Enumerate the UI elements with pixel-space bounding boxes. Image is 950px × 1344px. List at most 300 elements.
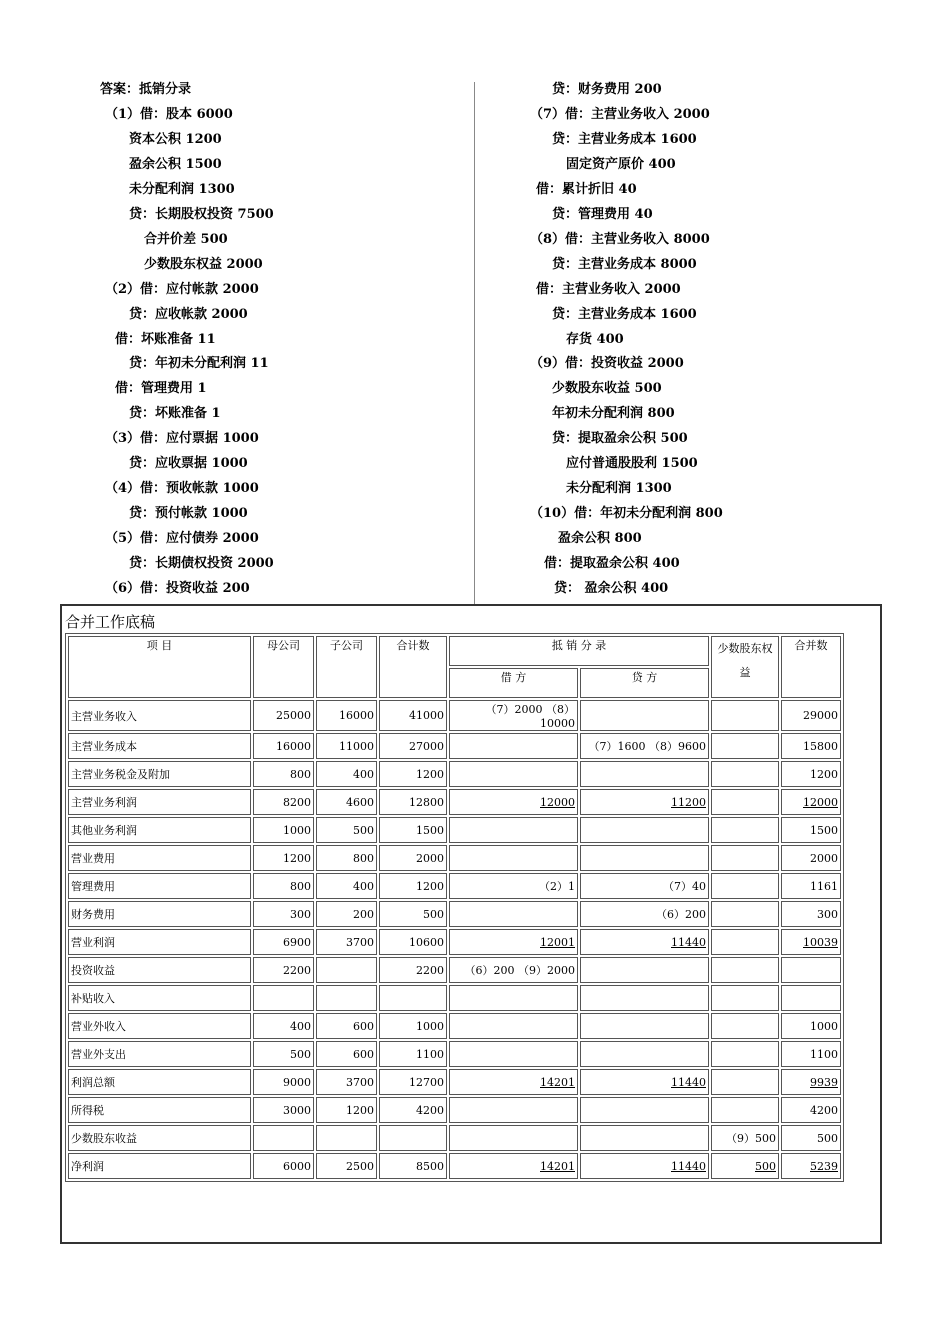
cell-consolidated (781, 761, 841, 787)
cell-credit (580, 1097, 709, 1123)
cell-credit (580, 901, 709, 927)
cell-credit-value: （6）200 (656, 908, 706, 921)
cell-consolidated-value: 29000 (803, 709, 838, 722)
cell-credit (580, 1125, 709, 1151)
cell-debit-value: 12001 (540, 935, 575, 949)
cell-parent-value: 25000 (276, 709, 311, 722)
cell-item (68, 901, 251, 927)
cell-credit (580, 985, 709, 1011)
cell-consolidated (781, 1041, 841, 1067)
cell-minority (711, 985, 779, 1011)
cell-debit (449, 789, 578, 815)
consolidation-worksheet (60, 604, 882, 1244)
right-journal-line: 借：提取盈余公积 400 (544, 556, 680, 572)
table-row (68, 700, 841, 731)
cell-credit (580, 761, 709, 787)
left-journal-line: 贷：年初未分配利润 11 (129, 356, 269, 372)
left-journal-line: 少数股东权益 2000 (144, 256, 263, 272)
cell-consolidated (781, 1125, 841, 1151)
cell-sub-value: 600 (353, 1019, 374, 1033)
cell-item-value: 主营业务成本 (71, 740, 137, 753)
cell-item-value: 补贴收入 (71, 992, 115, 1005)
cell-consolidated (781, 929, 841, 955)
cell-credit-value: 11440 (671, 1159, 706, 1173)
cell-sub (316, 761, 377, 787)
cell-sub-value: 3700 (346, 935, 374, 949)
cell-item (68, 1097, 251, 1123)
cell-total (379, 789, 447, 815)
cell-credit (580, 873, 709, 899)
cell-consolidated (781, 817, 841, 843)
cell-sub (316, 901, 377, 927)
table-row (68, 1013, 841, 1039)
cell-item (68, 1125, 251, 1151)
cell-sub-value: 16000 (339, 709, 374, 722)
table-row (68, 1069, 841, 1095)
cell-sub (316, 1013, 377, 1039)
cell-consolidated (781, 1153, 841, 1179)
cell-debit (449, 817, 578, 843)
cell-minority (711, 789, 779, 815)
right-journal-line: （7）借：主营业务收入 2000 (530, 106, 710, 122)
right-journal-line: 贷：主营业务成本 1600 (552, 306, 697, 322)
header-consolidated: 合并数 (781, 636, 841, 698)
cell-credit (580, 1069, 709, 1095)
cell-minority (711, 761, 779, 787)
cell-total-value: 1500 (416, 823, 444, 837)
cell-total-value: 2200 (416, 963, 444, 977)
left-journal-line: 贷：长期股权投资 7500 (129, 206, 274, 222)
table-row (68, 1041, 841, 1067)
cell-minority (711, 817, 779, 843)
header-total: 合计数 (379, 636, 447, 698)
cell-total (379, 901, 447, 927)
cell-debit (449, 1041, 578, 1067)
cell-total-value: 1100 (416, 1047, 444, 1061)
cell-sub-value: 3700 (346, 1075, 374, 1089)
cell-debit (449, 1013, 578, 1039)
cell-credit (580, 789, 709, 815)
cell-credit-value: 11440 (671, 935, 706, 949)
cell-total (379, 1097, 447, 1123)
cell-credit (580, 929, 709, 955)
cell-total-value: 8500 (416, 1159, 444, 1173)
cell-minority (711, 1153, 779, 1179)
left-journal-line: （6）借：投资收益 200 (105, 581, 250, 596)
cell-item (68, 817, 251, 843)
cell-debit (449, 733, 578, 759)
cell-item-value: 所得税 (71, 1104, 104, 1117)
cell-minority (711, 873, 779, 899)
cell-total (379, 817, 447, 843)
left-journal-line: （3）借：应付票据 1000 (105, 431, 259, 447)
cell-item (68, 1041, 251, 1067)
left-journal-line: 借：管理费用 1 (115, 381, 207, 397)
cell-parent (253, 1069, 314, 1095)
cell-parent-value: 500 (290, 1047, 311, 1061)
left-journal-line: （5）借：应付债券 2000 (105, 531, 259, 547)
table-row (68, 1125, 841, 1151)
cell-consolidated (781, 901, 841, 927)
cell-parent (253, 1041, 314, 1067)
cell-debit (449, 1153, 578, 1179)
left-journal-line: （4）借：预收帐款 1000 (105, 481, 259, 497)
header-elimination: 抵 销 分 录 (449, 636, 709, 666)
cell-minority (711, 845, 779, 871)
cell-item-value: 主营业务利润 (71, 796, 137, 809)
cell-sub-value: 400 (353, 767, 374, 781)
cell-credit-value: 11200 (671, 795, 706, 809)
cell-debit (449, 873, 578, 899)
cell-parent (253, 1097, 314, 1123)
cell-minority (711, 1069, 779, 1095)
right-journal-line: 贷： 盈余公积 400 (554, 581, 669, 596)
cell-item (68, 929, 251, 955)
cell-parent (253, 733, 314, 759)
left-journal-line: 贷：应收帐款 2000 (129, 306, 248, 322)
cell-parent-value: 800 (290, 879, 311, 893)
right-journal-line: 贷：主营业务成本 8000 (552, 256, 697, 272)
cell-item (68, 873, 251, 899)
cell-item-value: 投资收益 (71, 964, 115, 977)
cell-sub-value: 11000 (339, 739, 374, 753)
cell-consolidated-value: 1100 (810, 1047, 838, 1061)
right-journal-line: 贷：提取盈余公积 500 (552, 431, 688, 447)
cell-consolidated-value: 1161 (810, 879, 838, 893)
cell-sub-value: 400 (353, 879, 374, 893)
cell-consolidated-value: 4200 (810, 1103, 838, 1117)
cell-total (379, 1153, 447, 1179)
cell-total (379, 845, 447, 871)
cell-parent-value: 6000 (283, 1159, 311, 1173)
cell-consolidated (781, 789, 841, 815)
cell-credit-value: 11440 (671, 1075, 706, 1089)
cell-credit (580, 1153, 709, 1179)
cell-consolidated-value: 300 (817, 907, 838, 921)
right-journal-line: 借：累计折旧 40 (536, 181, 637, 197)
cell-item (68, 845, 251, 871)
cell-parent (253, 957, 314, 983)
left-journal-line: （1）借：股本 6000 (105, 106, 233, 122)
table-row (68, 1153, 841, 1179)
cell-debit-value: 14201 (540, 1159, 575, 1173)
cell-parent-value: 400 (290, 1019, 311, 1033)
cell-item-value: 营业外收入 (71, 1020, 126, 1033)
cell-parent (253, 1153, 314, 1179)
cell-consolidated (781, 1097, 841, 1123)
cell-minority (711, 929, 779, 955)
cell-credit (580, 1013, 709, 1039)
cell-total-value: 2000 (416, 851, 444, 865)
cell-consolidated-value: 9939 (810, 1075, 838, 1089)
cell-item (68, 733, 251, 759)
cell-sub-value: 800 (353, 851, 374, 865)
cell-parent (253, 873, 314, 899)
cell-total-value: 1200 (416, 767, 444, 781)
cell-sub (316, 845, 377, 871)
cell-debit-value: （2）1 (539, 880, 575, 893)
cell-total (379, 929, 447, 955)
cell-debit-value: 12000 (540, 795, 575, 809)
cell-debit (449, 929, 578, 955)
cell-sub (316, 957, 377, 983)
cell-sub (316, 985, 377, 1011)
cell-parent (253, 929, 314, 955)
left-journal-line: 答案：抵销分录 (100, 82, 192, 97)
right-journal-line: 盈余公积 800 (558, 531, 642, 547)
column-divider (474, 82, 475, 604)
right-journal-line: 少数股东收益 500 (552, 381, 662, 397)
cell-item (68, 1069, 251, 1095)
right-journal-line: 借：主营业务收入 2000 (536, 281, 681, 297)
table-row (68, 817, 841, 843)
cell-total-value: 41000 (409, 709, 444, 722)
cell-consolidated-value: 10039 (803, 935, 838, 949)
cell-consolidated (781, 1069, 841, 1095)
cell-item-value: 管理费用 (71, 880, 115, 893)
cell-debit-value: （6）200 （9）2000 (464, 964, 575, 977)
cell-consolidated-value: 1500 (810, 823, 838, 837)
cell-item-value: 主营业务税金及附加 (71, 768, 170, 781)
cell-consolidated (781, 845, 841, 871)
cell-total (379, 1041, 447, 1067)
header-credit: 贷 方 (580, 668, 709, 698)
cell-item-value: 主营业务收入 (71, 709, 137, 723)
table-row (68, 761, 841, 787)
cell-minority (711, 700, 779, 731)
header-minority: 少数股东权益 (711, 636, 779, 698)
table-row (68, 929, 841, 955)
left-journal-line: 贷：预付帐款 1000 (129, 506, 248, 522)
cell-total (379, 700, 447, 731)
table-row (68, 901, 841, 927)
right-journal-line: 年初未分配利润 800 (552, 406, 675, 422)
cell-sub-value: 4600 (346, 795, 374, 809)
cell-consolidated (781, 1013, 841, 1039)
cell-minority-value: 500 (755, 1159, 776, 1173)
cell-total-value: 10600 (409, 935, 444, 949)
right-journal-line: 未分配利润 1300 (566, 481, 672, 497)
cell-sub (316, 873, 377, 899)
right-journal-line: （10）借：年初未分配利润 800 (530, 506, 723, 522)
worksheet-title: 合并工作底稿 (65, 613, 156, 631)
right-journal-line: 应付普通股股利 1500 (566, 456, 698, 472)
table-row (68, 873, 841, 899)
table-row (68, 733, 841, 759)
cell-minority (711, 1041, 779, 1067)
cell-total-value: 12800 (409, 795, 444, 809)
cell-parent-value: 3000 (283, 1103, 311, 1117)
cell-sub-value: 200 (353, 907, 374, 921)
cell-total-value: 4200 (416, 1103, 444, 1117)
table-row (68, 985, 841, 1011)
cell-parent-value: 9000 (283, 1075, 311, 1089)
cell-debit-value: （7）2000 （8）10000 (485, 703, 575, 730)
cell-debit (449, 1069, 578, 1095)
cell-minority (711, 1013, 779, 1039)
cell-total-value: 12700 (409, 1075, 444, 1089)
cell-sub-value: 1200 (346, 1103, 374, 1117)
header-item: 项 目 (68, 636, 251, 698)
cell-minority (711, 957, 779, 983)
cell-item (68, 789, 251, 815)
cell-sub (316, 789, 377, 815)
cell-total (379, 873, 447, 899)
cell-parent-value: 300 (290, 907, 311, 921)
cell-debit (449, 761, 578, 787)
cell-parent (253, 817, 314, 843)
cell-sub (316, 1125, 377, 1151)
cell-total-value: 1000 (416, 1019, 444, 1033)
cell-item-value: 其他业务利润 (71, 824, 137, 837)
worksheet-table (65, 633, 844, 1182)
worksheet-body (68, 700, 841, 1179)
left-journal-line: 合并价差 500 (144, 231, 228, 247)
left-journal-line: 借：坏账准备 11 (115, 331, 216, 347)
cell-debit (449, 845, 578, 871)
cell-consolidated (781, 957, 841, 983)
cell-minority (711, 901, 779, 927)
cell-item (68, 1013, 251, 1039)
cell-item (68, 1153, 251, 1179)
cell-debit (449, 957, 578, 983)
cell-total (379, 1125, 447, 1151)
cell-credit-value: （7）40 (663, 880, 706, 893)
cell-sub-value: 2500 (346, 1159, 374, 1173)
cell-minority (711, 1125, 779, 1151)
cell-sub (316, 929, 377, 955)
cell-total (379, 1069, 447, 1095)
cell-item-value: 财务费用 (71, 908, 115, 921)
left-journal-line: 贷：应收票据 1000 (129, 456, 248, 472)
left-journal-line: 贷：长期债权投资 2000 (129, 556, 274, 572)
cell-credit (580, 1041, 709, 1067)
cell-parent (253, 761, 314, 787)
table-row (68, 957, 841, 983)
left-journal-line: （2）借：应付帐款 2000 (105, 281, 259, 297)
cell-debit (449, 901, 578, 927)
right-journal-line: （9）借：投资收益 2000 (530, 356, 684, 372)
right-journal-line: 贷：管理费用 40 (552, 206, 653, 222)
cell-item-value: 营业费用 (71, 852, 115, 865)
cell-parent (253, 901, 314, 927)
cell-debit (449, 700, 578, 731)
cell-item-value: 营业外支出 (71, 1048, 126, 1061)
cell-sub (316, 817, 377, 843)
cell-minority (711, 733, 779, 759)
cell-item (68, 761, 251, 787)
cell-consolidated-value: 12000 (803, 795, 838, 809)
table-row (68, 845, 841, 871)
table-row (68, 789, 841, 815)
cell-total (379, 733, 447, 759)
cell-sub (316, 1069, 377, 1095)
cell-item-value: 营业利润 (71, 936, 115, 949)
cell-credit (580, 700, 709, 731)
cell-parent (253, 789, 314, 815)
left-journal-line: 盈余公积 1500 (129, 156, 222, 172)
cell-parent (253, 985, 314, 1011)
header-parent: 母公司 (253, 636, 314, 698)
cell-total (379, 1013, 447, 1039)
header-debit: 借 方 (449, 668, 578, 698)
cell-consolidated-value: 5239 (810, 1159, 838, 1173)
cell-total (379, 985, 447, 1011)
cell-sub (316, 1097, 377, 1123)
cell-total (379, 761, 447, 787)
left-journal-line: 未分配利润 1300 (129, 181, 235, 197)
cell-parent (253, 1013, 314, 1039)
left-journal-line: 贷：坏账准备 1 (129, 406, 221, 422)
cell-debit (449, 1097, 578, 1123)
cell-parent-value: 6900 (283, 935, 311, 949)
cell-parent-value: 8200 (283, 795, 311, 809)
cell-parent (253, 700, 314, 731)
cell-credit (580, 817, 709, 843)
cell-minority (711, 1097, 779, 1123)
right-journal-line: 贷：主营业务成本 1600 (552, 131, 697, 147)
header-sub: 子公司 (316, 636, 377, 698)
cell-consolidated-value: 2000 (810, 851, 838, 865)
cell-parent (253, 845, 314, 871)
cell-total (379, 957, 447, 983)
cell-consolidated-value: 1200 (810, 767, 838, 781)
left-journal-line: 资本公积 1200 (129, 131, 222, 147)
cell-parent-value: 16000 (276, 739, 311, 753)
cell-consolidated-value: 500 (817, 1131, 838, 1145)
cell-consolidated (781, 985, 841, 1011)
cell-parent-value: 800 (290, 767, 311, 781)
cell-consolidated (781, 733, 841, 759)
cell-consolidated-value: 15800 (803, 739, 838, 753)
cell-consolidated-value: 1000 (810, 1019, 838, 1033)
cell-consolidated (781, 873, 841, 899)
cell-parent (253, 1125, 314, 1151)
cell-sub (316, 733, 377, 759)
cell-item (68, 985, 251, 1011)
cell-sub-value: 600 (353, 1047, 374, 1061)
cell-item-value: 净利润 (71, 1160, 104, 1173)
cell-debit (449, 985, 578, 1011)
cell-sub (316, 1041, 377, 1067)
cell-credit (580, 845, 709, 871)
cell-item-value: 少数股东收益 (71, 1132, 137, 1145)
cell-sub (316, 700, 377, 731)
cell-item (68, 700, 251, 731)
cell-credit (580, 957, 709, 983)
cell-total-value: 500 (423, 907, 444, 921)
cell-item (68, 957, 251, 983)
cell-sub (316, 1153, 377, 1179)
right-journal-line: 固定资产原价 400 (566, 156, 676, 172)
cell-total-value: 1200 (416, 879, 444, 893)
right-journal-line: 存货 400 (566, 331, 624, 347)
table-row (68, 1097, 841, 1123)
cell-minority-value: （9）500 (726, 1132, 776, 1145)
cell-parent-value: 1000 (283, 823, 311, 837)
cell-item-value: 利润总额 (71, 1076, 115, 1089)
right-journal-line: （8）借：主营业务收入 8000 (530, 231, 710, 247)
right-journal-line: 贷：财务费用 200 (552, 82, 662, 97)
header-row-1 (68, 636, 841, 666)
cell-parent-value: 2200 (283, 963, 311, 977)
cell-parent-value: 1200 (283, 851, 311, 865)
cell-consolidated (781, 700, 841, 731)
cell-credit (580, 733, 709, 759)
cell-debit-value: 14201 (540, 1075, 575, 1089)
cell-debit (449, 1125, 578, 1151)
cell-credit-value: （7）1600 （8）9600 (588, 740, 706, 753)
